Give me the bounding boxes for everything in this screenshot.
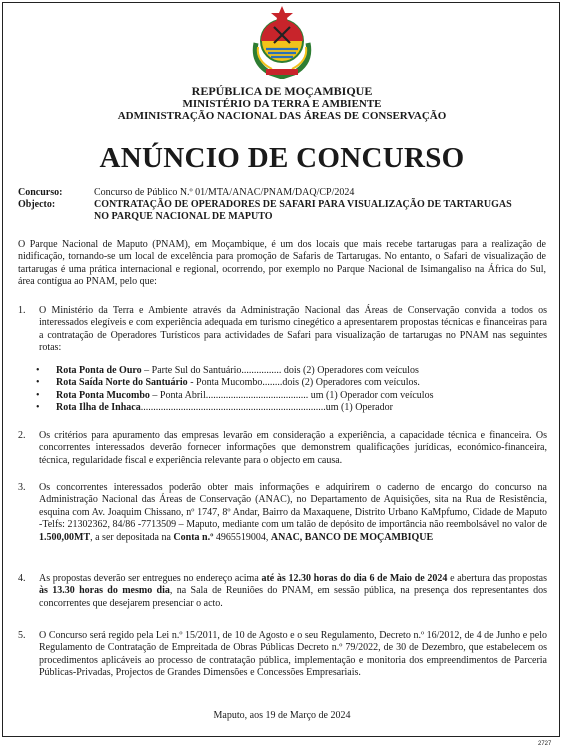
reference-number: 2727 [538,741,552,747]
objecto-label: Objecto: [18,199,56,210]
meta-concurso [18,187,354,198]
item-4-text: As propostas deverão ser entregues no endereço acima até às 12.30 horas do dia 6 de Maio de 2024 e abertura das propostas às 13.30 horas do mesmo dia, na Sala de Reuniões do PNAM, em sessão pública, na presença dos representantes dos concorrentes que desejarem presenciar o acto. [39,573,547,609]
item-number: 1. [18,305,26,316]
meta-objecto [18,199,512,210]
item-5-text: O Concurso será regido pela Lei n.º 15/2011, de 10 de Agosto e o seu Regulamento, Decreto n.º 16/2012, de 4 de Junho e pelo Regulamento de Contratação de Empreitada de Obras Públicas Decreto n.º 79/2022, de 30 de Dezembro, que estabelecem os procedimentos aplicáveis ao processo de contratação pública, implementação e monitoria dos empreendimentos de Parceria Públicas-Privadas, Projectos de Grandes Dimensões e Concessões Empresariais. [39,630,547,679]
route-item: • Rota Ponta de Ouro – Parte Sul do Santuário................ dois (2) Operadores com veículos [36,365,419,376]
item-1-text: O Ministério da Terra e Ambiente através da Administração Nacional das Áreas de Conservação convida a todos os interessados elegíveis e com experiência adequada em turismo cinegético a apresentarem propostas técnicas e financeiras para a contratação de Operadores Turísticos para actividades de Safari para visualização de tartarugas no PNAM nas seguintes rotas: [39,305,547,354]
item-3-text: Os concorrentes interessados poderão obter mais informações e adquirirem o caderno de encargo do concurso na Administração Nacional das Áreas de Conservação (ANAC), no Departamento de Aquisições, sita na Rua de Resistência, esquina com Av. Joaquim Chissano, nº 1747, 8º Andar, Bairro da Maxaquene, Distrito Urbano KaMpfumo, Cidade de Maputo -Telfs: 21302362, 84/86 -7713509 – Maputo, mediante com um talão de depósito de importância não reembolsável no valor de 1.500,00MT, a ser depositada na Conta n.º 4965519004, ANAC, BANCO DE MOÇAMBIQUE [39,482,547,543]
concurso-value: Concurso de Público N.º 01/MTA/ANAC/PNAM/DAQ/CP/2024 [94,187,355,198]
objecto-line2: NO PARQUE NACIONAL DE MAPUTO [94,211,273,222]
item-number: 4. [18,573,26,584]
concurso-label: Concurso: [18,187,63,198]
date-line: Maputo, aos 19 de Março de 2024 [213,710,351,721]
objecto-line1: CONTRATAÇÃO DE OPERADORES DE SAFARI PARA VISUALIZAÇÃO DE TARTARUGAS [94,199,512,210]
header-administration: ADMINISTRAÇÃO NACIONAL DAS ÁREAS DE CONSERVAÇÃO [117,110,447,122]
header-republic: REPÚBLICA DE MOÇAMBIQUE [191,84,373,98]
route-item: • Rota Ilha de Inhaca..........................................................................um (1) Operador [36,402,393,413]
item-2-text: Os critérios para apuramento das empresas levarão em consideração a experiência, a capacidade técnica e financeira. Os concorrentes interessados deverão fornecer informações que demonstrem qualificações jurídicas, económico-financeira, técnica, regularidade fiscal e experiência relevante para o objecto em causa. [39,430,547,466]
item-number: 3. [18,482,26,493]
route-item: • Rota Saída Norte do Santuário - Ponta Mucombo........dois (2) Operadores com veículos. [36,377,420,388]
item-number: 2. [18,430,26,441]
mozambique-emblem [246,3,318,79]
intro-paragraph: O Parque Nacional de Maputo (PNAM), em Moçambique, é um dos locais que mais recebe tartarugas para a realização de nidificação, tornando-se um local de excelência para promoção de Safaris de Tartarugas. No entanto, o Safari de visualização de tartarugas é uma prática internacional e regional, ocorrendo, por exemplo no Parque Nacional de Isimangaliso na África do Sul, área contígua ao PNAM, pelo que: [18,239,546,288]
announcement-title: ANÚNCIO DE CONCURSO [99,142,465,174]
item-number: 5. [18,630,26,641]
route-item: • Rota Ponta Mucombo – Ponta Abril......................................... um (1) Operador com veículos [36,390,434,401]
header-ministry: MINISTÉRIO DA TERRA E AMBIENTE [182,98,382,110]
